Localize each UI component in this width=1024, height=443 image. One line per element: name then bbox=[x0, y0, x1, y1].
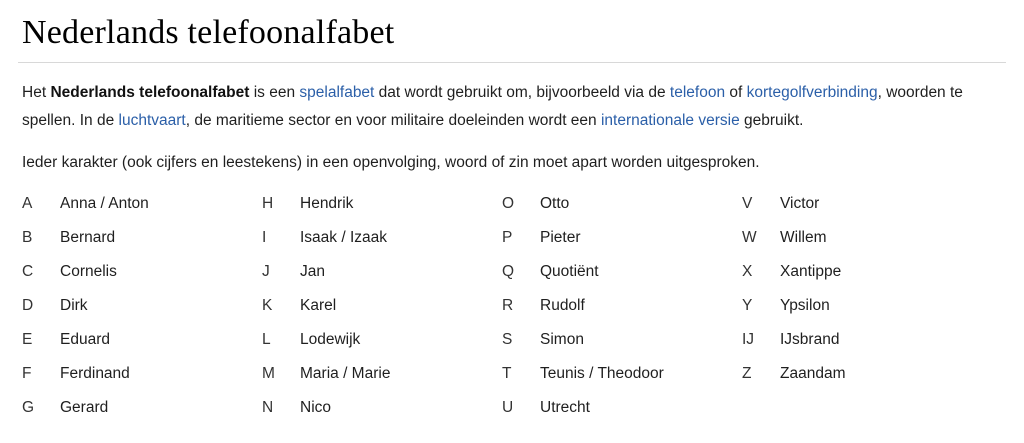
alphabet-column-2 bbox=[262, 195, 502, 433]
letter: H bbox=[262, 195, 274, 212]
code-word: Quotiënt bbox=[540, 263, 599, 280]
telephone-alphabet-table bbox=[22, 195, 1006, 433]
code-word: Lodewijk bbox=[300, 331, 361, 348]
list-item bbox=[262, 331, 502, 365]
list-item bbox=[22, 399, 262, 433]
intro-paragraph-1 bbox=[22, 79, 1006, 135]
code-word: Teunis / Theodoor bbox=[540, 365, 664, 382]
list-item bbox=[262, 297, 502, 331]
list-item bbox=[262, 263, 502, 297]
code-word: IJsbrand bbox=[780, 331, 840, 348]
letter: I bbox=[262, 229, 267, 246]
letter: D bbox=[22, 297, 34, 314]
letter: C bbox=[22, 263, 34, 280]
letter: A bbox=[22, 195, 33, 212]
letter: V bbox=[742, 195, 753, 212]
link-telefoon[interactable]: telefoon bbox=[669, 84, 726, 101]
link-spelalfabet[interactable]: spelalfabet bbox=[299, 84, 375, 101]
code-word: Cornelis bbox=[60, 263, 117, 280]
letter: R bbox=[502, 297, 514, 314]
list-item bbox=[742, 331, 982, 365]
intro-text-2: is een bbox=[249, 84, 300, 101]
list-item bbox=[22, 195, 262, 229]
code-word: Eduard bbox=[60, 331, 110, 348]
list-item bbox=[502, 263, 742, 297]
intro-text-3: dat wordt gebruikt om, bijvoorbeeld via de bbox=[374, 84, 670, 101]
code-word: Victor bbox=[780, 195, 820, 212]
code-word: Maria / Marie bbox=[300, 365, 391, 382]
code-word: Jan bbox=[300, 263, 325, 280]
list-item bbox=[262, 229, 502, 263]
letter: F bbox=[22, 365, 32, 382]
list-item bbox=[502, 331, 742, 365]
code-word: Pieter bbox=[540, 229, 581, 246]
letter: N bbox=[262, 399, 274, 416]
list-item bbox=[22, 263, 262, 297]
code-word: Simon bbox=[540, 331, 584, 348]
letter: Y bbox=[742, 297, 753, 314]
letter: IJ bbox=[742, 331, 755, 348]
list-item bbox=[22, 365, 262, 399]
alphabet-column-4 bbox=[742, 195, 982, 433]
list-item bbox=[502, 297, 742, 331]
code-word: Zaandam bbox=[780, 365, 846, 382]
letter: Q bbox=[502, 263, 515, 280]
code-word: Gerard bbox=[60, 399, 109, 416]
code-word: Nico bbox=[300, 399, 332, 416]
list-item bbox=[502, 229, 742, 263]
letter: E bbox=[22, 331, 33, 348]
code-word: Ypsilon bbox=[780, 297, 830, 314]
code-word: Karel bbox=[300, 297, 337, 314]
letter: G bbox=[22, 399, 35, 416]
intro-text-7: gebruikt. bbox=[739, 112, 804, 129]
letter: X bbox=[742, 263, 753, 280]
letter: K bbox=[262, 297, 273, 314]
letter: B bbox=[22, 229, 33, 246]
code-word: Bernard bbox=[60, 229, 116, 246]
list-item bbox=[262, 399, 502, 433]
code-word: Rudolf bbox=[540, 297, 585, 314]
intro-text-5: , woorden te spellen. In de bbox=[22, 84, 963, 129]
intro-bold-term: Nederlands telefoonalfabet bbox=[50, 84, 250, 101]
letter: L bbox=[262, 331, 271, 348]
title-divider bbox=[18, 62, 1006, 63]
list-item bbox=[22, 229, 262, 263]
letter: J bbox=[262, 263, 270, 280]
letter: S bbox=[502, 331, 513, 348]
list-item bbox=[742, 195, 982, 229]
letter: T bbox=[502, 365, 512, 382]
code-word: Utrecht bbox=[540, 399, 590, 416]
link-luchtvaart[interactable]: luchtvaart bbox=[118, 112, 186, 129]
letter: U bbox=[502, 399, 514, 416]
code-word: Xantippe bbox=[780, 263, 842, 280]
list-item bbox=[502, 399, 742, 433]
page-title: Nederlands telefoonalfabet bbox=[22, 14, 395, 51]
code-word: Dirk bbox=[60, 297, 88, 314]
alphabet-column-3 bbox=[502, 195, 742, 433]
letter: W bbox=[742, 229, 757, 246]
intro-paragraph-2: Ieder karakter (ook cijfers en leestekens) in een openvolging, woord of zin moet apart worden uitgesproken. bbox=[22, 154, 760, 171]
letter: Z bbox=[742, 365, 752, 382]
code-word: Otto bbox=[540, 195, 570, 212]
intro-text-4: of bbox=[725, 84, 747, 101]
code-word: Hendrik bbox=[300, 195, 354, 212]
code-word: Ferdinand bbox=[60, 365, 130, 382]
intro-text-6: , de maritieme sector en voor militaire doeleinden wordt een bbox=[185, 112, 601, 129]
alphabet-column-1 bbox=[22, 195, 262, 433]
list-item bbox=[262, 365, 502, 399]
link-internationale-versie[interactable]: internationale versie bbox=[600, 112, 740, 129]
list-item bbox=[742, 263, 982, 297]
list-item bbox=[502, 195, 742, 229]
list-item bbox=[22, 297, 262, 331]
list-item bbox=[262, 195, 502, 229]
list-item bbox=[742, 297, 982, 331]
list-item bbox=[742, 365, 982, 399]
list-item bbox=[742, 229, 982, 263]
intro-text-1: Het bbox=[22, 84, 51, 101]
letter: O bbox=[502, 195, 515, 212]
letter: M bbox=[262, 365, 275, 382]
list-item bbox=[22, 331, 262, 365]
letter: P bbox=[502, 229, 513, 246]
link-kortegolfverbinding[interactable]: kortegolfverbinding bbox=[746, 84, 878, 101]
code-word: Willem bbox=[780, 229, 827, 246]
code-word: Isaak / Izaak bbox=[300, 229, 388, 246]
list-item bbox=[502, 365, 742, 399]
code-word: Anna / Anton bbox=[60, 195, 149, 212]
